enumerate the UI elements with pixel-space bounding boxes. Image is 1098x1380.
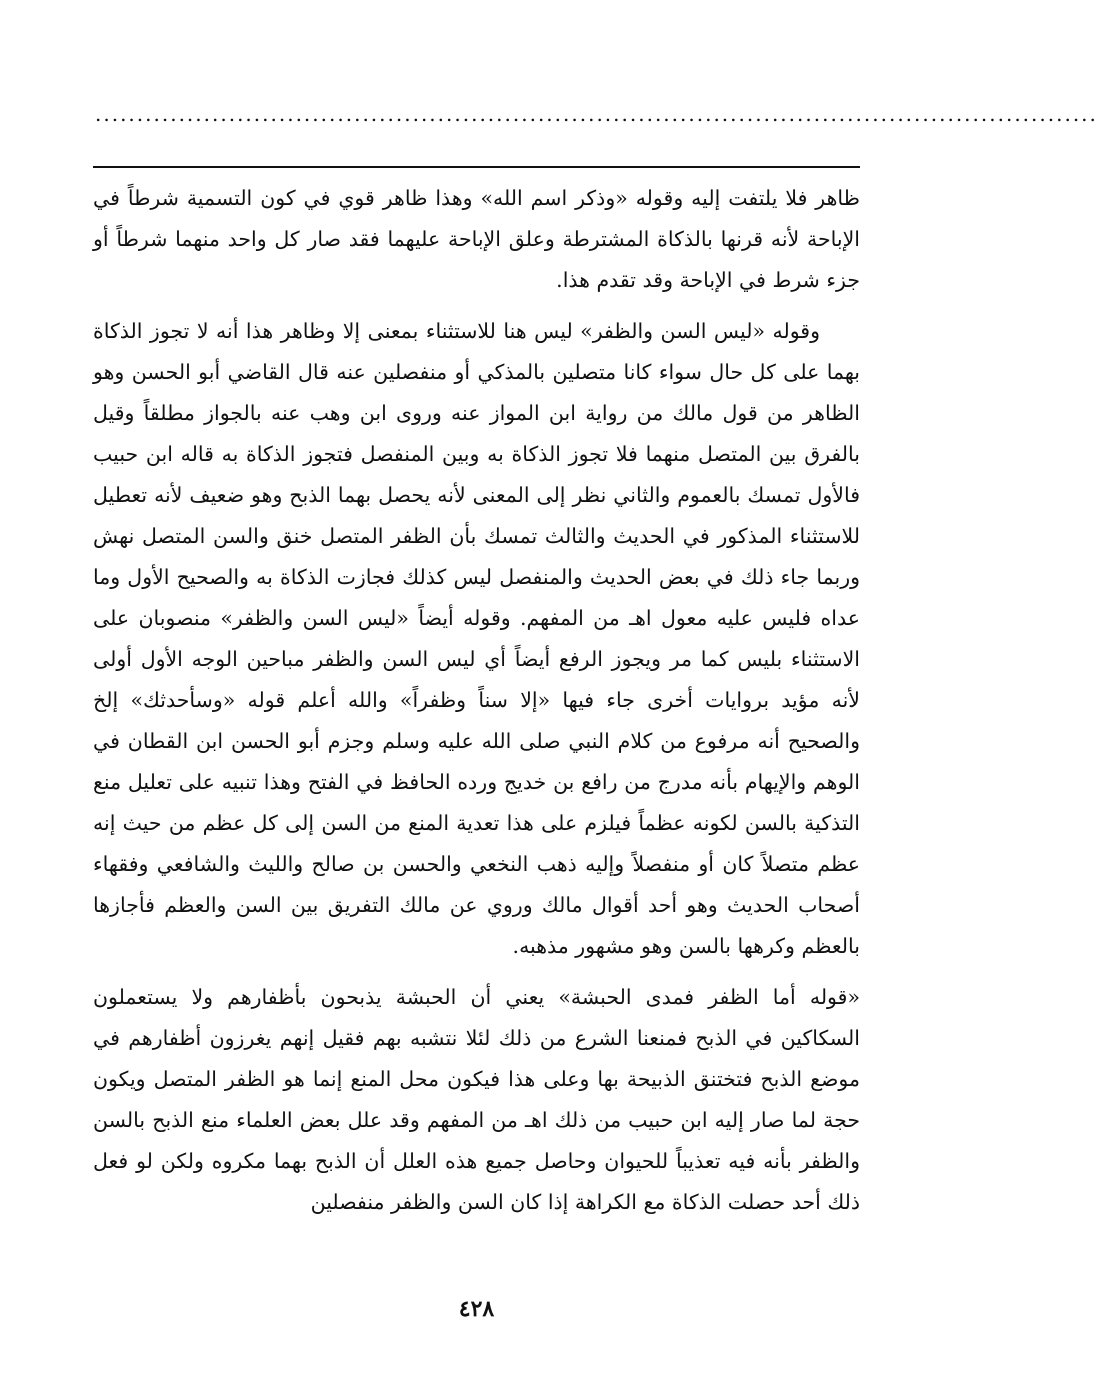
page-body bbox=[93, 178, 860, 1233]
paragraph-1: ظاهر فلا يلتفت إليه وقوله «وذكر اسم الله» وهذا ظاهر قوي في كون التسمية شرطاً في الإباحة لأنه قرنها بالذكاة المشترطة وعلق الإباحة عليهما فقد صار كل واحد منهما شرطاً أو جزء شرط في الإباحة وقد تقدم هذا. bbox=[93, 186, 860, 292]
paragraph-3: «قوله أما الظفر فمدى الحبشة» يعني أن الحبشة يذبحون بأظفارهم ولا يستعملون السكاكين في الذبح فمنعنا الشرع من ذلك لئلا نتشبه بهم فقيل إنهم يغرزون أظفارهم في موضع الذبح فتختنق الذبيحة بها وعلى هذا فيكون محل المنع إنما هو الظفر المتصل ويكون حجة لما صار إليه ابن حبيب من ذلك اهـ من المفهم وقد علل بعض العلماء منع الذبح بالسن والظفر بأنه فيه تعذيباً للحيوان وحاصل جميع هذه العلل أن الذبح بهما مكروه ولكن لو فعل ذلك أحد حصلت الذكاة مع الكراهة إذا كان السن والظفر منفصلين bbox=[93, 985, 860, 1214]
page-number: ٤٢٨ bbox=[458, 1296, 495, 1322]
header-rule bbox=[93, 166, 860, 168]
paragraph-2: وقوله «ليس السن والظفر» ليس هنا للاستثناء بمعنى إلا وظاهر هذا أنه لا تجوز الذكاة بهما على كل حال سواء كانا متصلين بالمذكي أو منفصلين عنه قال القاضي أبو الحسن وهو الظاهر من قول مالك من رواية ابن المواز عنه وروى ابن وهب عنه بالجواز مطلقاً وقيل بالفرق بين المتصل منهما فلا تجوز الذكاة به وبين المنفصل فتجوز الذكاة به قاله ابن حبيب فالأول تمسك بالعموم والثاني نظر إلى المعنى لأنه يحصل بهما الذبح وهو ضعيف لأنه تعطيل للاستثناء المذكور في الحديث والثالث تمسك بأن الظفر المتصل خنق والسن المتصل نهش وربما جاء ذلك في بعض الحديث والمنفصل ليس كذلك فجازت الذكاة به والصحيح الأول وما عداه فليس عليه معول اهـ من المفهم. وقوله أيضاً «ليس السن والظفر» منصوبان على الاستثناء بليس كما مر ويجوز الرفع أيضاً أي ليس السن والظفر مباحين الوجه الأول أولى لأنه مؤيد بروايات أخرى جاء فيها «إلا سناً وظفراً» والله أعلم قوله «وسأحدثك» إلخ والصحيح أنه مرفوع من كلام النبي صلى الله عليه وسلم وجزم أبو الحسن ابن القطان في الوهم والإيهام بأنه مدرج من رافع بن خديج ورده الحافظ في الفتح وهذا تنبيه على تعليل منع التذكية بالسن لكونه عظماً فيلزم على هذا تعدية المنع من السن إلى كل عظم من حيث إنه عظم متصلاً كان أو منفصلاً وإليه ذهب النخعي والحسن بن صالح والليث والشافعي وفقهاء أصحاب الحديث وهو أحد أقوال مالك وروي عن مالك التفريق بين السن والعظم فأجازها بالعظم وكرهها بالسن وهو مشهور مذهبه. bbox=[93, 319, 860, 958]
dotted-separator: ........................................................................................................................ bbox=[95, 102, 1098, 126]
